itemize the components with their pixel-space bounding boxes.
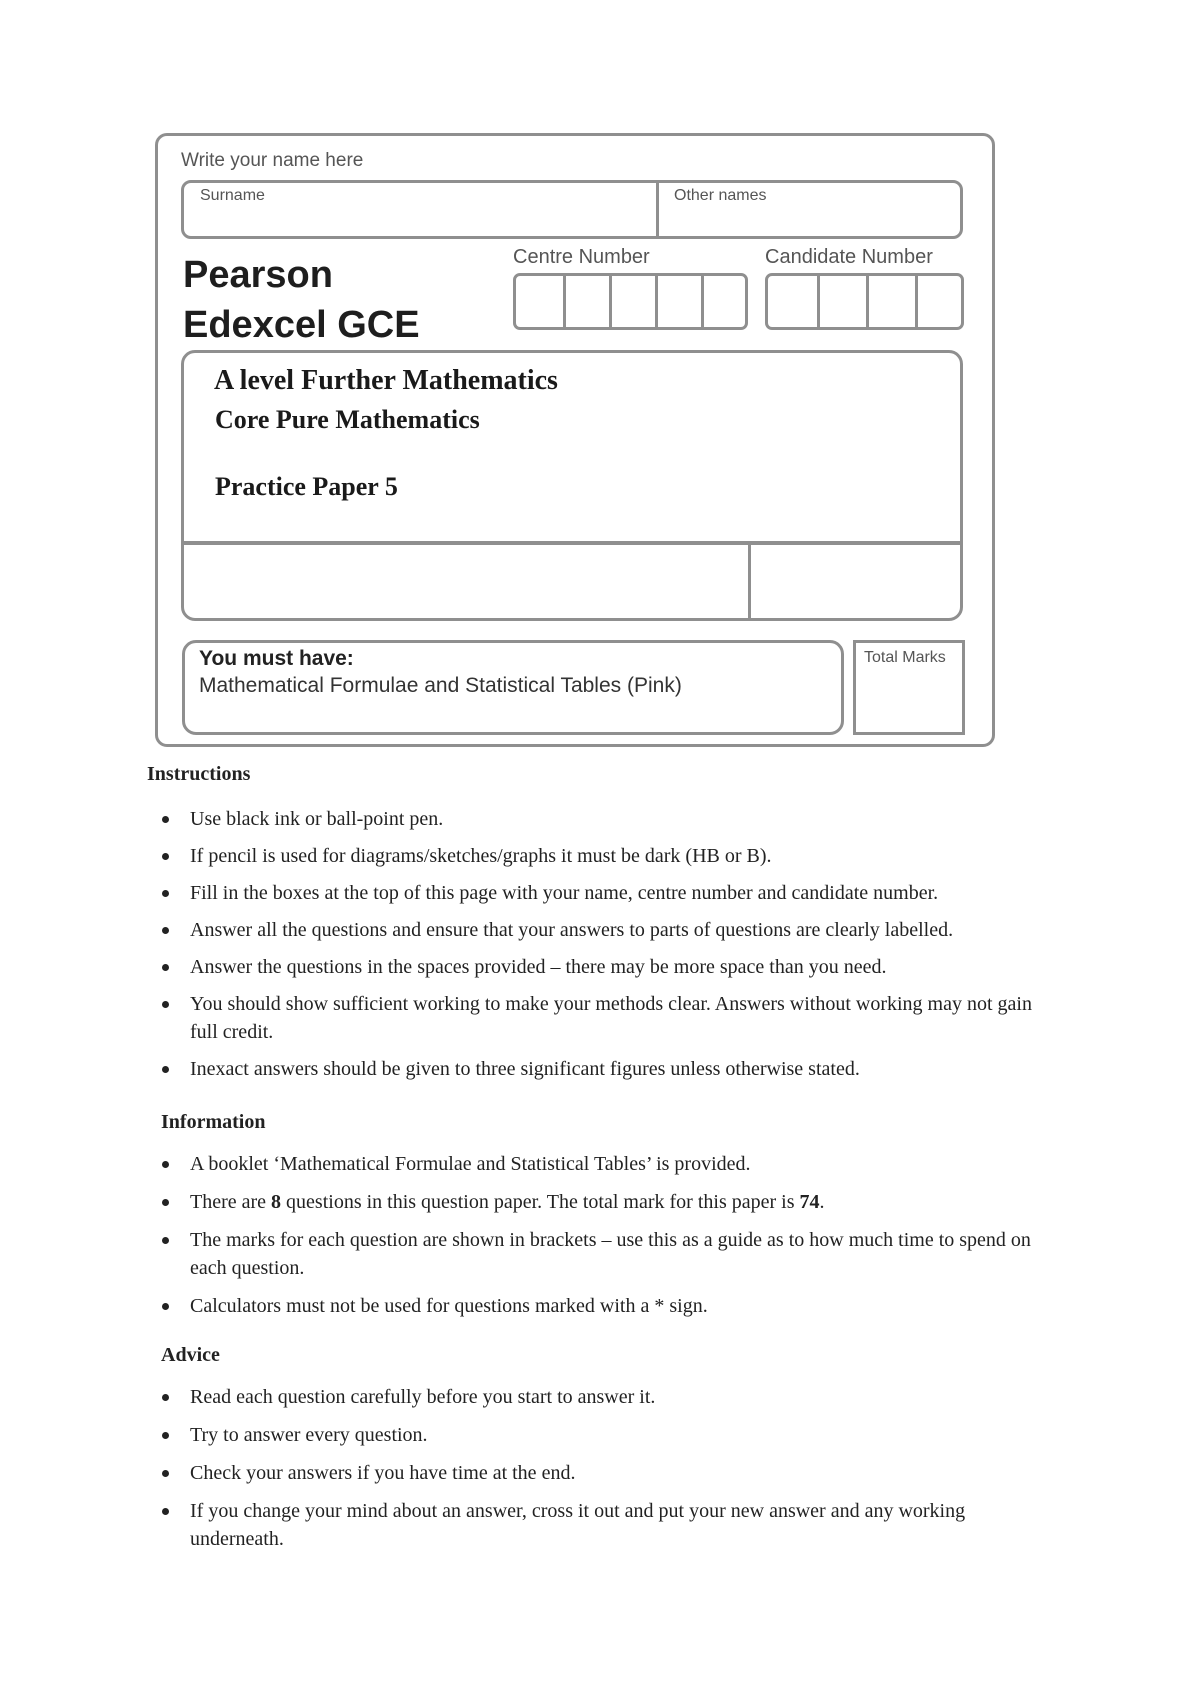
total-marks-label: Total Marks <box>864 649 946 666</box>
list-item: Answer all the questions and ensure that your answers to parts of questions are clearly labelled. <box>160 916 1060 944</box>
list-item: The marks for each question are shown in brackets – use this as a guide as to how much time to spend on each question. <box>160 1226 1060 1282</box>
list-item: Read each question carefully before you start to answer it. <box>160 1383 1060 1411</box>
list-item: Try to answer every question. <box>160 1421 1060 1449</box>
subject-subtitle: Core Pure Mathematics <box>215 405 480 434</box>
name-heading: Write your name here <box>181 150 364 171</box>
list-item: Inexact answers should be given to three significant figures unless otherwise stated. <box>160 1055 1060 1083</box>
candidate-number-cell[interactable] <box>817 276 866 327</box>
info-text: There are <box>190 1191 272 1213</box>
list-item: You should show sufficient working to make your methods clear. Answers without working may not gain full credit. <box>160 990 1060 1046</box>
brand-line-1: Pearson <box>183 254 333 296</box>
subject-box <box>181 350 963 621</box>
candidate-number-boxes[interactable] <box>765 273 964 330</box>
advice-list <box>160 1383 1060 1563</box>
name-divider <box>656 183 659 236</box>
must-have-title: You must have: <box>199 647 354 670</box>
candidate-number-cell[interactable] <box>915 276 961 327</box>
info-text: questions in this question paper. The total mark for this paper is <box>281 1191 800 1213</box>
subject-divider <box>184 541 960 545</box>
candidate-number-cell[interactable] <box>768 276 817 327</box>
info-text: . <box>819 1191 825 1213</box>
total-marks-box <box>853 640 965 735</box>
advice-heading: Advice <box>161 1344 220 1366</box>
information-list <box>160 1150 1060 1330</box>
centre-number-label: Centre Number <box>513 246 650 268</box>
subject-vertical-divider <box>748 543 751 621</box>
candidate-number-label: Candidate Number <box>765 246 933 268</box>
other-names-field[interactable]: Other names <box>674 187 767 204</box>
total-mark: 74 <box>799 1191 820 1213</box>
question-count: 8 <box>271 1191 282 1213</box>
list-item: Check your answers if you have time at the end. <box>160 1459 1060 1487</box>
list-item: Fill in the boxes at the top of this page with your name, centre number and candidate number. <box>160 879 1060 907</box>
list-item: If you change your mind about an answer, cross it out and put your new answer and any working underneath. <box>160 1497 1060 1553</box>
must-have-box <box>182 640 844 735</box>
exam-board-logo <box>183 250 420 350</box>
name-box <box>181 180 963 239</box>
centre-number-cell[interactable] <box>701 276 745 327</box>
list-item: Answer the questions in the spaces provided – there may be more space than you need. <box>160 953 1060 981</box>
instructions-list <box>160 805 1060 1092</box>
surname-field[interactable]: Surname <box>200 187 265 204</box>
list-item: Calculators must not be used for questions marked with a * sign. <box>160 1292 1060 1320</box>
list-item-question-count <box>160 1188 1060 1216</box>
paper-title: Practice Paper 5 <box>215 472 398 501</box>
list-item: If pencil is used for diagrams/sketches/graphs it must be dark (HB or B). <box>160 842 1060 870</box>
instructions-heading: Instructions <box>147 763 251 785</box>
candidate-number-cell[interactable] <box>866 276 915 327</box>
subject-title: A level Further Mathematics <box>214 365 558 396</box>
centre-number-boxes[interactable] <box>513 273 748 330</box>
centre-number-cell[interactable] <box>516 276 563 327</box>
information-heading: Information <box>161 1111 266 1133</box>
centre-number-cell[interactable] <box>609 276 655 327</box>
must-have-item: Mathematical Formulae and Statistical Tables (Pink) <box>199 674 682 697</box>
list-item: A booklet ‘Mathematical Formulae and Statistical Tables’ is provided. <box>160 1150 1060 1178</box>
centre-number-cell[interactable] <box>655 276 701 327</box>
brand-line-2: Edexcel GCE <box>183 304 420 346</box>
centre-number-cell[interactable] <box>563 276 609 327</box>
list-item: Use black ink or ball-point pen. <box>160 805 1060 833</box>
